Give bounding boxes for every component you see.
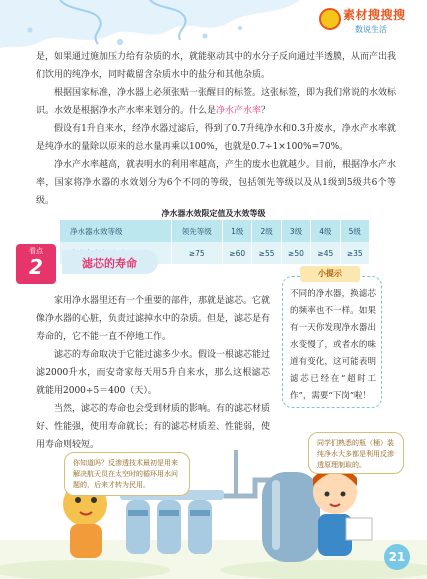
speech-bubble-left: 你知道吗？反渗透技术最初是用来解决航天员在太空时的循环用水问题的，后来才转为民用。 <box>64 452 190 496</box>
logo-badge-icon <box>319 8 341 30</box>
paragraph-water-efficiency <box>36 84 396 120</box>
paragraph-filter-lifespan: 滤芯的寿命取决于它能过滤多少水。假设一根滤芯能过滤2000升水，而安奇家每天用5升自来水，那么这根滤芯就能用2000÷5＝400（天）。 <box>36 350 271 396</box>
table-cell: ≥75 <box>171 242 223 264</box>
table-cell: 5级 <box>340 220 369 242</box>
table-cell: 2级 <box>252 220 281 242</box>
table-cell: ≥60 <box>223 242 252 264</box>
table-row <box>60 220 370 242</box>
paragraph-water-efficiency-end: ？ <box>261 106 271 116</box>
paragraph-water-efficiency-text: 根据国家标准，净水器上必须张贴一张醒目的标签。这张标签，即为我们常说的水效标识。水效是根据净水产水率来划分的。什么是 <box>36 88 397 116</box>
paragraph-efficiency-grades: 净水产水率越高，就表明水的利用率越高，产生的废水也就越少。目前，根据净水产水率，国家将净水器的水效划分为6个不同的等级，包括领先等级以及从1级到5级共6个等级。 <box>36 160 397 206</box>
section-badge-label: 看点 <box>29 247 43 255</box>
section-title: 滤芯的寿命 <box>82 257 137 270</box>
paragraph-yield-example: 假设有1升自来水，经净水器过滤后，得到了0.7升纯净水和0.3升废水，净水产水率就是纯净水的量除以原来的总水量再乘以100%，也就是0.7÷1×100%=70%。 <box>36 124 396 152</box>
table-cell: ≥50 <box>281 242 310 264</box>
paragraph-filter-material: 当然，滤芯的寿命也会受到材质的影响。有的滤芯材质好、性能强，使用寿命就长；有的滤芯材质差、性能弱，使用寿命则较短。 <box>36 404 271 450</box>
table-cell: ≥55 <box>252 242 281 264</box>
paragraph-filter-intro: 家用净水器里还有一个重要的部件，那就是滤芯。它就像净水器的心脏，负责过滤掉水中的杂质。但是，滤芯是有寿命的，它不能一直不停地工作。 <box>36 296 271 342</box>
brand-title: 素材搜搜搜 <box>343 8 406 22</box>
tip-text: 不同的净水器，换滤芯的频率也不一样。如果有一天你发现净水器出水变慢了，或者水的味道有变化，这可能表明滤芯已经在“超时工作”，需要“下岗”啦！ <box>290 289 376 401</box>
tip-title: 小提示 <box>300 266 360 282</box>
speech-bubble-right: 同学们熟悉的瓶（桶）装纯净水大多都是利用反渗透原理制取的。 <box>308 432 404 474</box>
table-row-header: 净水器水效等级 <box>60 220 171 242</box>
highlight-term: 净水产水率 <box>216 106 262 116</box>
table-cell: 3级 <box>281 220 310 242</box>
brand-subtitle: 数说生活 <box>355 25 387 34</box>
table-cell: 领先等级 <box>171 220 223 242</box>
paragraph-reverse-osmosis: 是，如果通过施加压力给有杂质的水，就能驱动其中的水分子反向通过半透膜，从而产出我们饮用的纯净水，同时截留含杂质水中的盐分和其他杂质。 <box>36 52 397 80</box>
table-title: 净水器水效限定值及水效等级 <box>161 209 266 218</box>
section-badge-number: 2 <box>29 255 43 279</box>
table-cell: 4级 <box>311 220 340 242</box>
table-cell: ≥45 <box>311 242 340 264</box>
page-number: 21 <box>384 544 410 570</box>
table-cell: 1级 <box>223 220 252 242</box>
brand-logo <box>317 4 421 40</box>
table-cell: ≥35 <box>340 242 369 264</box>
